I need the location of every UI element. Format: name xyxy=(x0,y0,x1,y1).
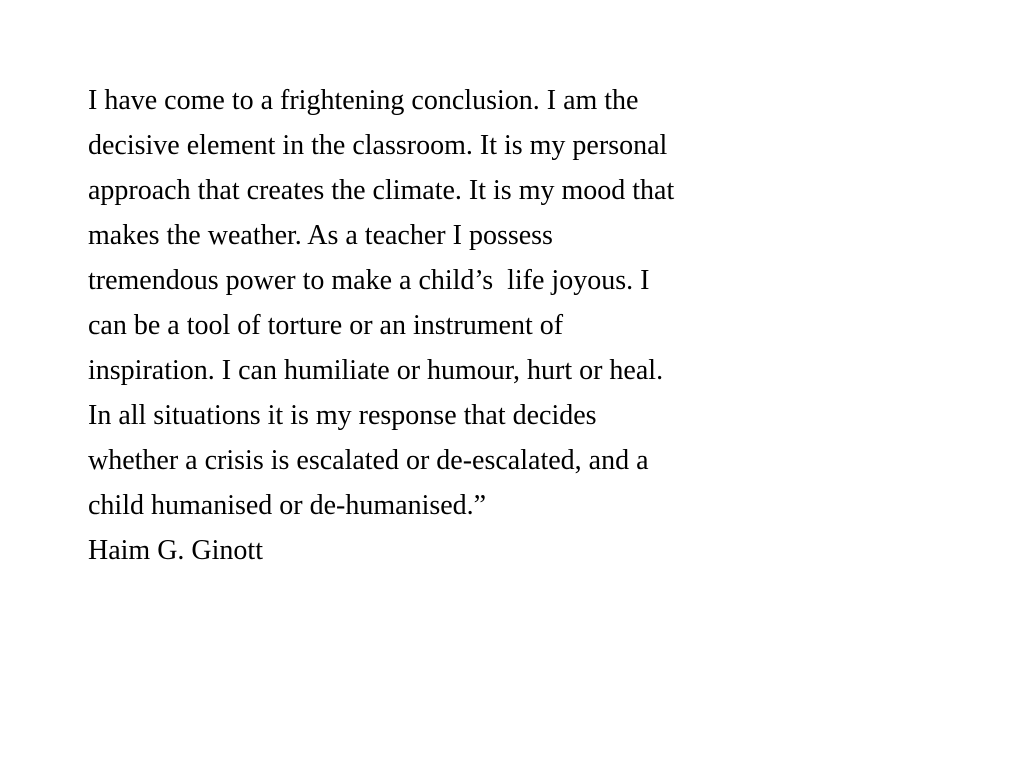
quote-line: approach that creates the climate. It is my mood that xyxy=(88,175,675,206)
quote-line: I have come to a frightening conclusion. I am the xyxy=(88,85,639,116)
quote-line: decisive element in the classroom. It is my personal xyxy=(88,130,668,161)
quote-line: child humanised or de-humanised.” xyxy=(88,490,487,521)
quote-line: inspiration. I can humiliate or humour, hurt or heal. xyxy=(88,355,664,386)
quote-block xyxy=(88,78,848,573)
quote-line: can be a tool of torture or an instrument of xyxy=(88,310,564,341)
quote-author: Haim G. Ginott xyxy=(88,535,263,566)
quote-line: In all situations it is my response that decides xyxy=(88,400,597,431)
quote-line: whether a crisis is escalated or de-escalated, and a xyxy=(88,445,649,476)
quote-line: makes the weather. As a teacher I possess xyxy=(88,220,553,251)
quote-line: tremendous power to make a child’s life joyous. I xyxy=(88,265,650,296)
